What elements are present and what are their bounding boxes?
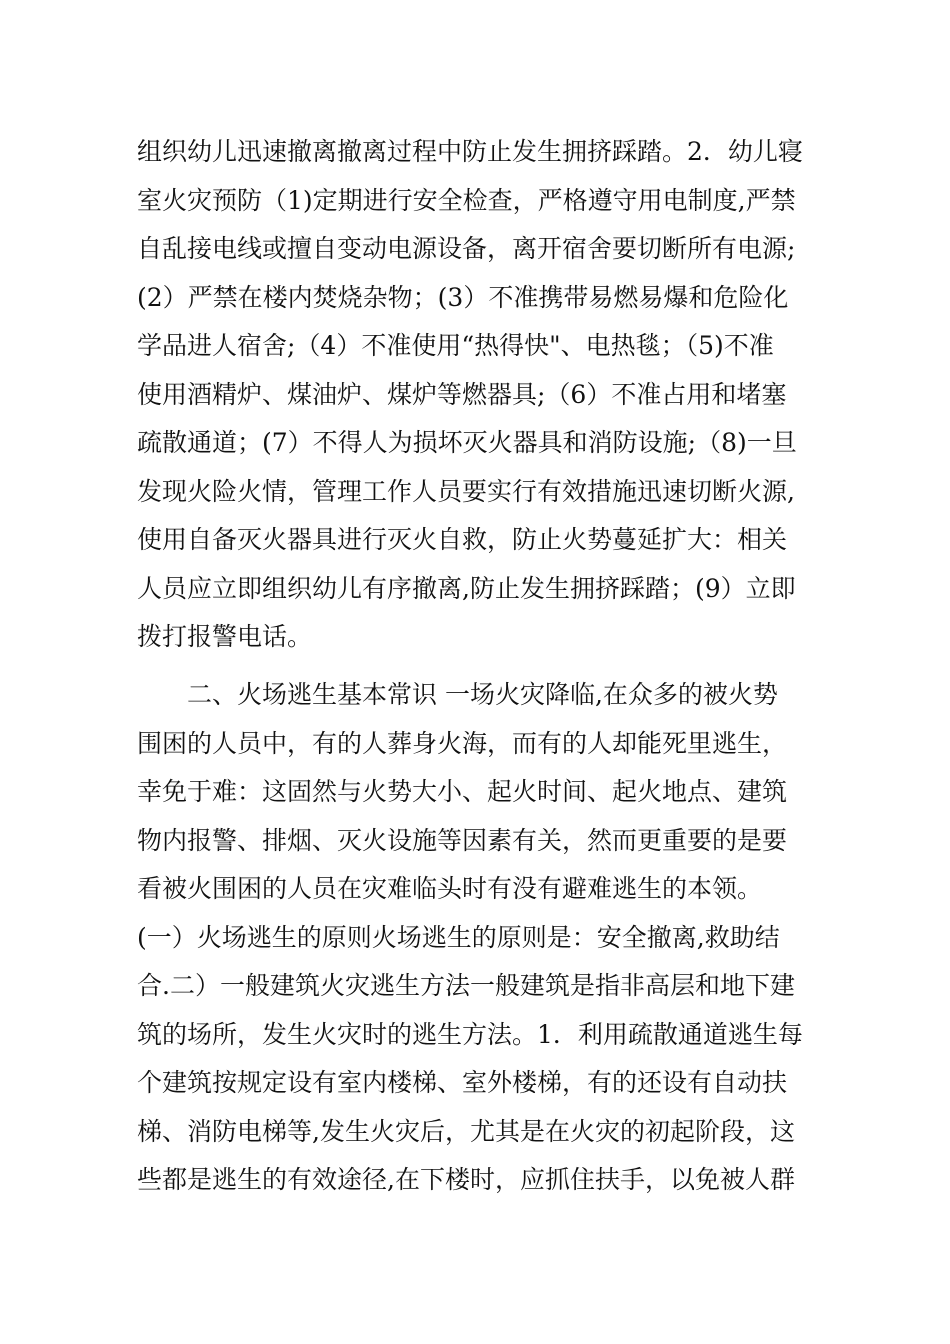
text-line: 使用酒精炉、煤油炉、煤炉等燃器具;（6）不准占用和堵塞 xyxy=(137,379,787,409)
text-line: 梯、消防电梯等,发生火灾后，尤其是在火灾的初起阶段，这 xyxy=(137,1116,795,1146)
text-line: 人员应立即组织幼儿有序撤离,防止发生拥挤踩踏；(9）立即 xyxy=(137,573,796,603)
text-line: (一）火场逃生的原则火场逃生的原则是：安全撤离,救助结 xyxy=(137,922,780,952)
text-line: 疏散通道；(7）不得人为损坏灭火器具和消防设施;（8)一旦 xyxy=(137,428,797,457)
text-line: 合.二）一般建筑火灾逃生方法一般建筑是指非高层和地下建 xyxy=(137,971,795,1000)
paragraph-2 xyxy=(137,671,827,1205)
text-line: 些都是逃生的有效途径,在下楼时，应抓住扶手，以免被人群 xyxy=(137,1165,795,1194)
text-line: 看被火围困的人员在灾难临头时有没有避难逃生的本领。 xyxy=(137,874,763,903)
text-line: 学品进人宿舍;（4）不准使用“热得快"、电热毯；（5)不准 xyxy=(137,331,774,360)
text-line: 发现火险火情，管理工作人员要实行有效措施迅速切断火源, xyxy=(137,476,795,506)
paragraph-1 xyxy=(137,128,827,662)
text-line: 围困的人员中，有的人葬身火海，而有的人却能死里逃生， xyxy=(137,728,788,758)
text-line: 使用自备灭火器具进行灭火自救，防止火势蔓延扩大：相关 xyxy=(137,525,788,554)
text-line: 室火灾预防（1)定期进行安全检查，严格遵守用电制度,严禁 xyxy=(137,185,796,215)
text-line: 二、火场逃生基本常识 一场火灾降临,在众多的被火势 xyxy=(137,680,778,709)
text-line: 物内报警、排烟、灭火设施等因素有关，然而更重要的是要 xyxy=(137,825,788,855)
text-line: 幸免于难：这固然与火势大小、起火时间、起火地点、建筑 xyxy=(137,777,788,806)
text-line: 筑的场所，发生火灾时的逃生方法。1．利用疏散通道逃生每 xyxy=(137,1019,803,1049)
text-line: 自乱接电线或擅自变动电源设备，离开宿舍要切断所有电源; xyxy=(137,234,796,263)
text-line: 组织幼儿迅速撤离撤离过程中防止发生拥挤踩踏。2．幼儿寝 xyxy=(137,137,803,166)
text-line: 个建筑按规定设有室内楼梯、室外楼梯，有的还设有自动扶 xyxy=(137,1068,788,1097)
text-line: 拨打报警电话。 xyxy=(137,622,313,651)
text-line: (2）严禁在楼内焚烧杂物；(3）不准携带易燃易爆和危险化 xyxy=(137,282,789,312)
